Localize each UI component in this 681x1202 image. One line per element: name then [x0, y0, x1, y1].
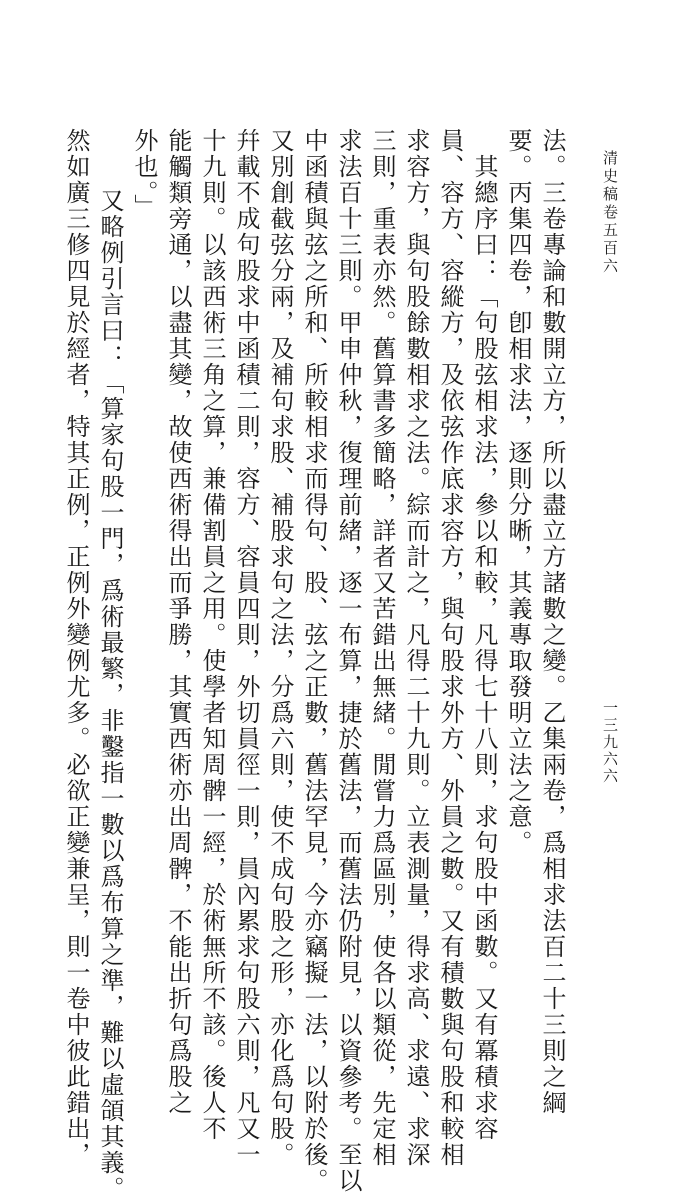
text-column: 要。丙集四卷，卽相求法，逐則分晰，其義專取發明立法之意。: [504, 128, 532, 856]
text-column: 又別創截弦分兩，及補句求股、補股求句之法，分爲六則，使不成句股之形，亦化爲句股。: [266, 128, 294, 1168]
text-column: 然如廣三修四見於經者，特其正例，正例外變例尤多。必欲正變兼呈，則一卷中彼此錯出，: [62, 128, 90, 1168]
text-column: 法。三卷專論和數開立方，所以盡立方諸數之變。乙集兩卷，爲相求法百二十三則之綱: [538, 128, 566, 1116]
text-column: 其總序曰：「句股弦相求法，參以和較，凡得七十八則，求句股中函數。又有冪積求容: [470, 154, 498, 1142]
vertical-body-text: [59, 128, 569, 1202]
running-header: 清史稿卷五百六: [601, 150, 619, 276]
text-column: 又略例引言曰：「算家句股一門，爲術最繁，非鑿指一數以爲布算之準，難以虛頜其義。: [96, 188, 124, 1202]
text-column: 中函積與弦之所和、所較相求而得句、股、弦之正數，舊法罕見，今亦竊擬一法，以附於後。: [300, 128, 328, 1194]
text-column: 外也。」: [130, 128, 158, 220]
text-column: 幷載不成句股求中函積二則，容方、容員四則，外切員徑一則，員內累求句股六則，凡又一: [232, 128, 260, 1168]
text-column: 能觸類旁通，以盡其變，故使西術得出而爭勝，其實西術亦出周髀，不能出折句爲股之: [164, 128, 192, 1116]
page-number: 一三九六六: [601, 700, 619, 785]
text-column: 求法百十三則。甲申仲秋，復理前緒，逐一布算，捷於舊法，而舊法仍附見，以資參考。至以: [334, 128, 362, 1194]
text-column: 員、容方、容縱方，及依弦作底求容方，與句股求外方、外員之數。又有積數與句股和較相: [436, 128, 464, 1168]
text-column: 三則，重表亦然。舊算書多簡略，詳者又苦錯出無緒。閒嘗力爲區別，使各以類從，先定相: [368, 128, 396, 1168]
text-column: 十九則。以該西術三角之算，兼備割員之用。使學者知周髀一經，於術無所不該。後人不: [198, 128, 226, 1142]
text-column: 求容方，與句股餘數相求之法。綜而計之，凡得二十九則。立表測量，得求高、求遠、求深: [402, 128, 430, 1168]
